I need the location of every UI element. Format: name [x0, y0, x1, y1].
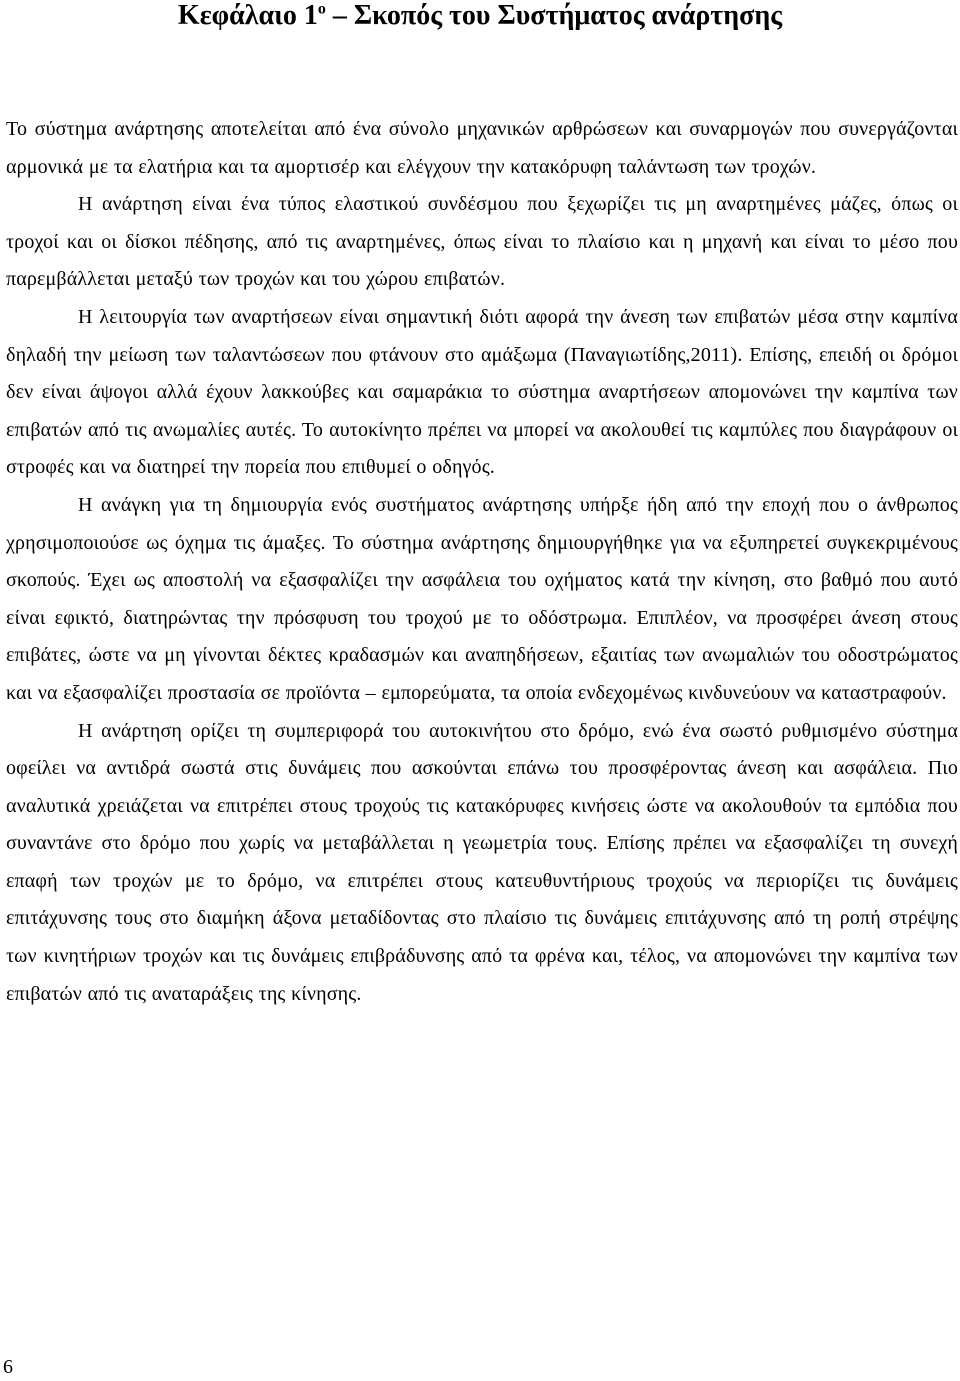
chapter-ordinal-superscript: ο — [317, 0, 326, 18]
page-number: 6 — [3, 1356, 13, 1378]
paragraph-suspension-definition: Η ανάρτηση είναι ένα τύπος ελαστικού συνδέσμου που ξεχωρίζει τις μη αναρτημένες μάζες, όπως οι τροχοί και οι δίσκοι πέδησης, από τις αναρτημένες, όπως είναι το πλαίσιο και η μηχανή και είναι το μέσο που παρεμβάλλεται μεταξύ των τροχών και του χώρου επιβατών. — [6, 193, 958, 291]
paragraph-suspension-history: Η ανάγκη για τη δημιουργία ενός συστήματος ανάρτησης υπήρξε ήδη από την εποχή που ο άνθρωπος χρησιμοποιούσε ως όχημα τις άμαξες. Το σύστημα ανάρτησης δημιουργήθηκε για να εξυπηρετεί συγκεκριμένους σκοπούς. Έχει ως αποστολή να εξασφαλίζει την ασφάλεια του οχήματος κατά την κίνηση, στο βαθμό που αυτό είναι εφικτό, διατηρώντας την πρόσφυση του τροχού με το οδόστρωμα. Επιπλέον, να προσφέρει άνεση στους επιβάτες, ώστε να μη γίνονται δέκτες κραδασμών και αναπηδήσεων, εξαιτίας των ανωμαλιών του οδοστρώματος και να εξασφαλίζει προστασία σε προϊόντα – εμπορεύματα, τα οποία ενδεχομένως κινδυνεύουν να καταστραφούν. — [6, 493, 958, 704]
body-text — [6, 111, 958, 1013]
chapter-heading-text: – Σκοπός του Συστήματος ανάρτησης — [325, 0, 783, 31]
paragraph-intro: Το σύστημα ανάρτησης αποτελείται από ένα σύνολο μηχανικών αρθρώσεων και συναρμογών που συνεργάζονται αρμονικά με τα ελατήρια και τα αμορτισέρ και ελέγχουν την κατακόρυφη ταλάντωση των τροχών. — [6, 118, 958, 178]
chapter-label: Κεφάλαιο 1 — [177, 0, 318, 31]
paragraph-suspension-function: Η λειτουργία των αναρτήσεων είναι σημαντική διότι αφορά την άνεση των επιβατών μέσα στην καμπίνα δηλαδή την μείωση των ταλαντώσεων που φτάνουν στο αμάξωμα (Παναγιωτίδης,2011). Επίσης, επειδή οι δρόμοι δεν είναι άψογοι αλλά έχουν λακκούβες και σαμαράκια το σύστημα αναρτήσεων απομονώνει την καμπίνα των επιβατών από τις ανωμαλίες αυτές. Το αυτοκίνητο πρέπει να μπορεί να ακολουθεί τις καμπύλες που διαγράφουν οι στροφές και να διατηρεί την πορεία που επιθυμεί ο οδηγός. — [6, 305, 958, 479]
chapter-title — [0, 0, 960, 32]
paragraph-suspension-behavior: Η ανάρτηση ορίζει τη συμπεριφορά του αυτοκινήτου στο δρόμο, ενώ ένα σωστό ρυθμισμένο σύστημα οφείλει να αντιδρά σωστά στις δυνάμεις που ασκούνται επάνω του προσφέροντας άνεση και ασφάλεια. Πιο αναλυτικά χρειάζεται να επιτρέπει στους τροχούς τις κατακόρυφες κινήσεις ώστε να ακολουθούν τα εμπόδια που συναντάνε στο δρόμο που χωρίς να μεταβάλλεται η γεωμετρία τους. Επίσης πρέπει να εξασφαλίζει τη συνεχή επαφή των τροχών με το δρόμο, να επιτρέπει στους κατευθυντήριους τροχούς να περιορίζει τις δυνάμεις επιτάχυνσης τους στο διαμήκη άξονα μεταδίδοντας στο πλαίσιο τις δυνάμεις επιτάχυνσης από τη ροπή στρέψης των κινητήριων τροχών και τις δυνάμεις επιβράδυνσης από τα φρένα και, τέλος, να απομονώνει την καμπίνα των επιβατών από τις αναταράξεις της κίνησης. — [6, 719, 958, 1005]
